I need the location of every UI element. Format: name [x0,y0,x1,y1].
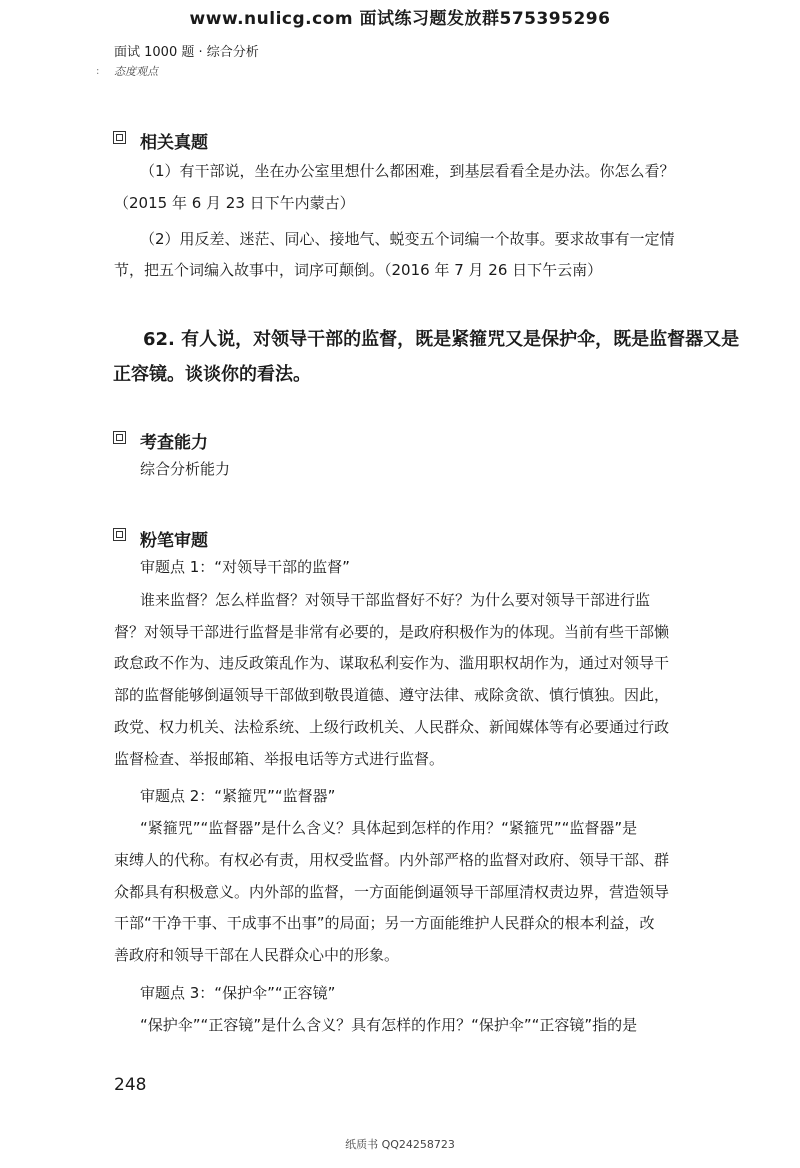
analysis-line: “保护伞”“正容镜”是什么含义？具有怎样的作用？“保护伞”“正容镜”指的是 [140,1016,638,1034]
margin-mark: : [96,66,100,77]
analysis-point: 审题点 2：“紧箍咒”“监督器” [140,787,336,805]
footer-text: 纸质书 QQ24258723 [345,1138,455,1151]
analysis-point: 审题点 3：“保护伞”“正容镜” [140,984,336,1002]
analysis-point: 审题点 1：“对领导干部的监督” [140,558,350,576]
analysis-line: 束缚人的代称。有权必有责，用权受监督。内外部严格的监督对政府、领导干部、群 [114,851,670,869]
book-section: 态度观点 [114,65,158,78]
related-line: （1）有干部说，坐在办公室里想什么都困难，到基层看看全是办法。你怎么看？ [140,162,675,180]
book-title: 面试 1000 题 · 综合分析 [114,45,259,60]
analysis-line: 谁来监督？怎么样监督？对领导干部监督好不好？为什么要对领导干部进行监 [140,591,651,609]
related-line: 节，把五个词编入故事中，词序可颠倒。（2016 年 7 月 26 日下午云南） [114,261,603,279]
analysis-line: 部的监督能够倒逼领导干部做到敬畏道德、遵守法律、戒除贪欲、慎行慎独。因此， [114,686,670,704]
ability-text: 综合分析能力 [140,460,231,478]
section-icon [113,528,126,541]
page-number: 248 [114,1075,147,1095]
analysis-line: “紧箍咒”“监督器”是什么含义？具体起到怎样的作用？“紧箍咒”“监督器”是 [140,819,638,837]
top-banner: www.nulicg.com 面试练习题发放群575395296 [189,9,611,29]
analysis-line: 善政府和领导干部在人民群众心中的形象。 [114,946,400,964]
analysis-line: 督？对领导干部进行监督是非常有必要的，是政府积极作为的体现。当前有些干部懒 [114,623,670,641]
ability-title: 考查能力 [140,433,208,453]
question-line: 正容镜。谈谈你的看法。 [113,364,311,385]
analysis-line: 监督检查、举报邮箱、举报电话等方式进行监督。 [114,750,445,768]
analysis-line: 政党、权力机关、法检系统、上级行政机关、人民群众、新闻媒体等有必要通过行政 [114,718,670,736]
analysis-line: 干部“干净干事、干成事不出事”的局面；另一方面能维护人民群众的根本利益，改 [114,914,655,932]
related-line: （2015 年 6 月 23 日下午内蒙古） [114,194,355,212]
section-icon [113,131,126,144]
section-icon [113,431,126,444]
analysis-title: 粉笔审题 [140,531,208,551]
question-line: 62. 有人说，对领导干部的监督，既是紧箍咒又是保护伞，既是监督器又是 [143,329,740,350]
analysis-line: 政怠政不作为、违反政策乱作为、谋取私利妄作为、滥用职权胡作为，通过对领导干 [114,654,670,672]
related-line: （2）用反差、迷茫、同心、接地气、蜕变五个词编一个故事。要求故事有一定情 [140,230,675,248]
analysis-line: 众都具有积极意义。内外部的监督，一方面能倒逼领导干部厘清权责边界，营造领导 [114,883,670,901]
related-title: 相关真题 [140,133,208,153]
